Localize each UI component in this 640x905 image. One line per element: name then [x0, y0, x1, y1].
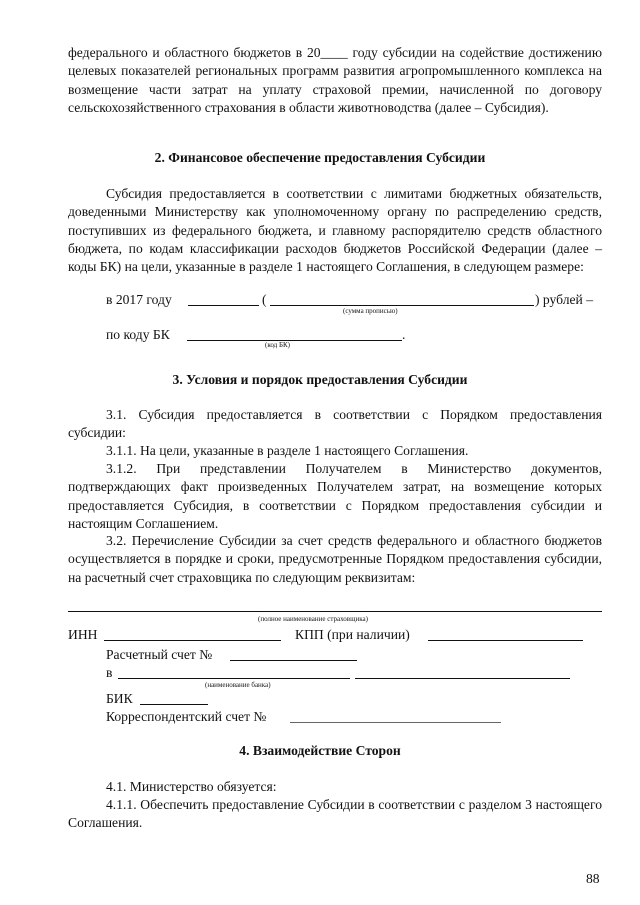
bank-name-blank: [118, 678, 350, 679]
bank-caption: (наименование банка): [205, 681, 271, 689]
paren-close: ) рублей –: [535, 292, 594, 307]
bk-caption: (код БК): [265, 341, 291, 349]
year-amount-blank: [188, 305, 259, 306]
intro-paragraph: федерального и областного бюджетов в 20____ году субсидии на содействие достижению целевых показателей региональных программ развития агропромышленного комплекса на возмещение части затрат на уплату страховой премии, начисленной по договору сельскохозяйственного страхования в области животноводства (далее – Субсидия).: [68, 45, 602, 115]
account-blank: [230, 660, 357, 661]
section-2-paragraph: Субсидия предоставляется в соответствии с лимитами бюджетных обязательств, доведенными Министерству как уполномоченному органу по распределению средств, поступивших из федерального бюджета, и главному распорядителю средств областного бюджета, по кодам классификации расходов бюджетов Российской Федерации (далее – коды БК) на цели, указанные в разделе 1 настоящего Соглашения, в следующем размере:: [68, 186, 602, 275]
section-2-title: 2. Финансовое обеспечение предоставления Субсидии: [154, 150, 486, 165]
bk-code-blank: [187, 340, 402, 341]
corr-account-blank: [290, 722, 501, 723]
paragraph-4-1: 4.1. Министерство обязуется:: [106, 779, 277, 794]
bk-prefix: по коду БК: [106, 327, 170, 342]
sum-caption: (сумма прописью): [343, 307, 398, 315]
paragraph-3-1-1: 3.1.1. На цели, указанные в разделе 1 настоящего Соглашения.: [106, 443, 469, 458]
bank-prefix: в: [106, 665, 113, 680]
paren-open: (: [262, 292, 267, 307]
year-prefix: в 2017 году: [106, 292, 172, 307]
sum-in-words-blank: [270, 305, 534, 306]
paragraph-3-2: 3.2. Перечисление Субсидии за счет средств федерального и областного бюджетов осуществляется в порядке и сроки, предусмотренные Порядком предоставления субсидии, на расчетный счет страховщика по следующим реквизитам:: [68, 533, 602, 585]
section-4-title: 4. Взаимодействие Сторон: [239, 743, 401, 758]
corr-account-label: Корреспондентский счет №: [106, 709, 267, 724]
kpp-label: КПП (при наличии): [295, 627, 410, 642]
bk-end: .: [402, 327, 406, 342]
inn-label: ИНН: [68, 627, 98, 642]
bik-label: БИК: [106, 691, 133, 706]
account-label: Расчетный счет №: [106, 647, 213, 662]
bik-blank: [140, 704, 208, 705]
insurer-name-blank: [68, 611, 602, 612]
kpp-blank: [428, 640, 583, 641]
bank-name-blank-2: [355, 678, 570, 679]
paragraph-3-1: 3.1. Субсидия предоставляется в соответствии с Порядком предоставления субсидии:: [68, 407, 602, 441]
paragraph-3-1-2: 3.1.2. При представлении Получателем в Министерство документов, подтверждающих факт произведенных Получателем затрат, на возмещение которых предоставляется Субсидия, в соответствии с Порядком предоставления субсидии и настоящим Соглашением.: [68, 461, 602, 531]
inn-blank: [104, 640, 281, 641]
paragraph-4-1-1: 4.1.1. Обеспечить предоставление Субсидии в соответствии с разделом 3 настоящего Соглашения.: [68, 797, 602, 831]
section-3-title: 3. Условия и порядок предоставления Субсидии: [172, 372, 468, 387]
page-number: 88: [586, 871, 600, 886]
insurer-caption: (полное наименование страховщика): [258, 615, 368, 623]
